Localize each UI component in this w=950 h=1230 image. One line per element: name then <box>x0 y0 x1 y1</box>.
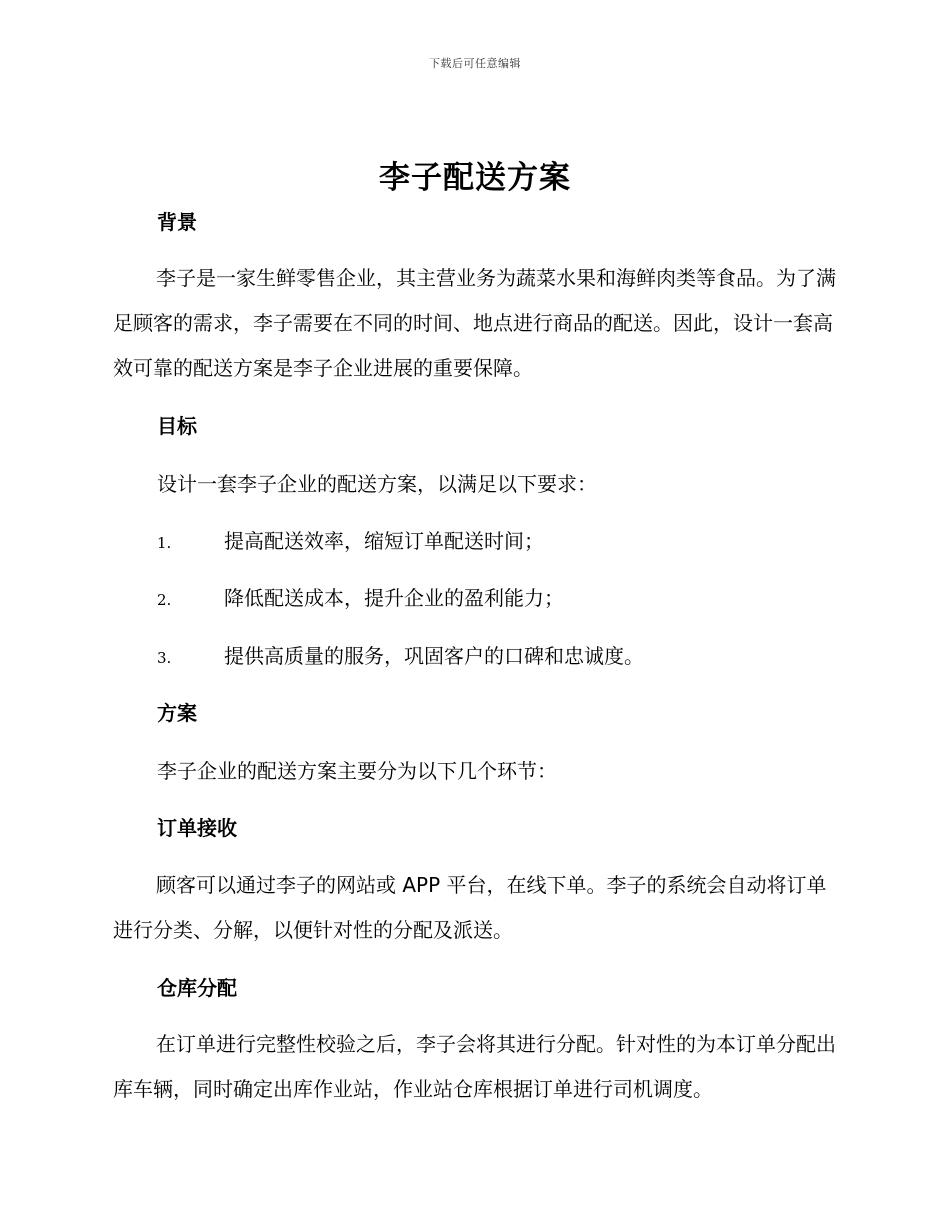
warehouse-paragraph: 在订单进行完整性校验之后，李子会将其进行分配。针对性的为本订单分配出库车辆，同时确定出库作业站，作业站仓库根据订单进行司机调度。 <box>113 1032 836 1101</box>
list-text: 降低配送成本，提升企业的盈利能力； <box>224 586 564 610</box>
section-heading-goal: 目标 <box>157 414 197 438</box>
plan-intro: 李子企业的配送方案主要分为以下几个环节： <box>157 759 557 783</box>
document-title: 李子配送方案 <box>379 160 571 196</box>
section-heading-warehouse: 仓库分配 <box>157 976 237 1000</box>
section-heading-background: 背景 <box>157 210 197 234</box>
list-number: 1. <box>157 534 172 552</box>
list-text: 提供高质量的服务，巩固客户的口碑和忠诚度。 <box>224 644 644 668</box>
background-paragraph: 李子是一家生鲜零售企业，其主营业务为蔬菜水果和海鲜肉类等食品。为了满足顾客的需求，李子需要在不同的时间、地点进行商品的配送。因此，设计一套高效可靠的配送方案是李子企业进展的重要保障。 <box>113 266 836 380</box>
section-heading-plan: 方案 <box>157 701 197 725</box>
list-text: 提高配送效率，缩短订单配送时间； <box>224 529 544 553</box>
list-number: 3. <box>157 649 172 667</box>
section-heading-order: 订单接收 <box>157 816 237 840</box>
page-header-note: 下载后可任意编辑 <box>429 57 521 70</box>
goal-intro: 设计一套李子企业的配送方案，以满足以下要求： <box>157 472 597 496</box>
order-paragraph: 顾客可以通过李子的网站或 APP 平台，在线下单。李子的系统会自动将订单进行分类、分解，以便针对性的分配及派送。 <box>113 873 827 942</box>
list-number: 2. <box>157 591 172 609</box>
